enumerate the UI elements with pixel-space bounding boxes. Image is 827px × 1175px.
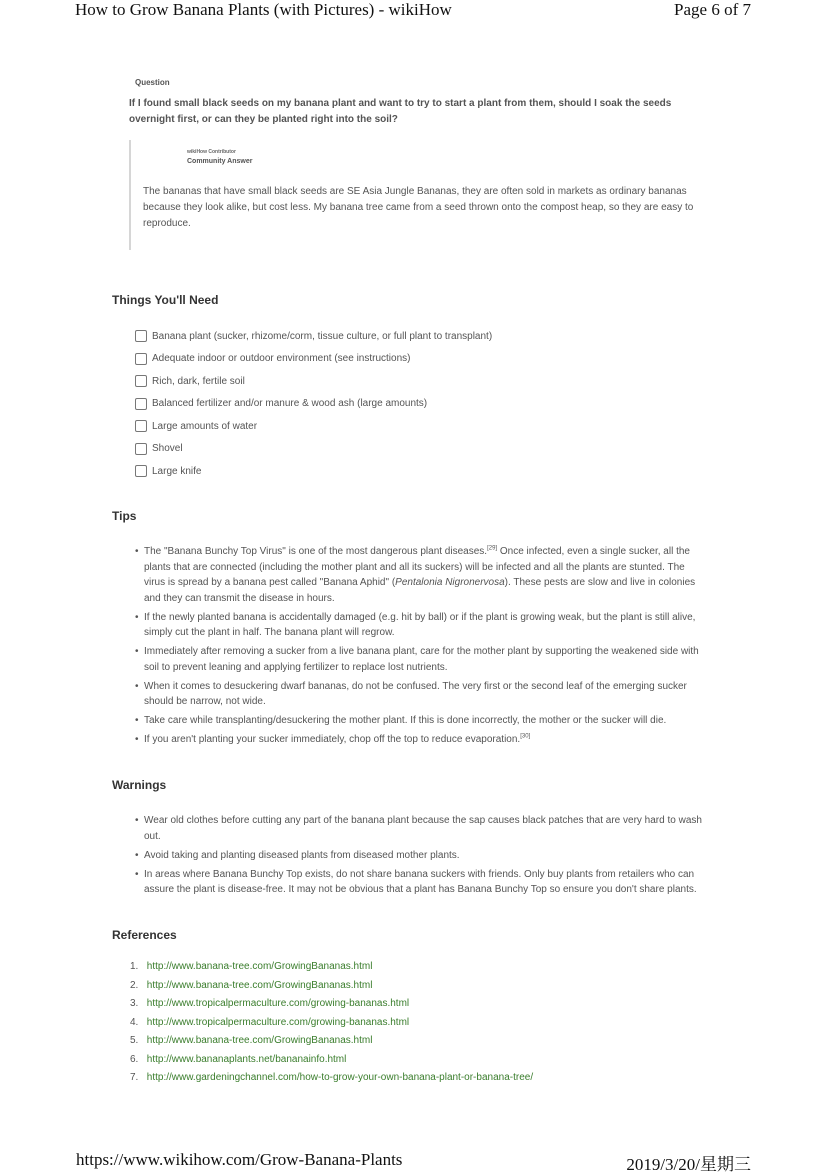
reference-number: 5.: [130, 1035, 139, 1046]
checklist-item-label: Large amounts of water: [152, 420, 258, 432]
checklist-item: [135, 460, 492, 483]
reference-item: [130, 997, 533, 1016]
bullet-icon: •: [135, 646, 139, 657]
answer-type-label: Community Answer: [187, 158, 253, 165]
references-heading: References: [112, 928, 177, 942]
reference-number: 6.: [130, 1053, 139, 1065]
answer-text: The bananas that have small black seeds are SE Asia Jungle Bananas, they are often sold in markets as ordinary bananas because they look alike, but cost less. My banana tree came from a seed thrown onto the compost heap, so they are easy to reproduce.: [143, 186, 694, 229]
reference-number: 4.: [130, 1016, 139, 1028]
references-list: [130, 960, 533, 1090]
reference-number: 3.: [130, 998, 139, 1009]
checkbox[interactable]: [135, 465, 147, 477]
checklist-item: [135, 370, 492, 393]
checklist-item-label: Rich, dark, fertile soil: [152, 375, 245, 387]
print-footer-url: https://www.wikihow.com/Grow-Banana-Plants: [76, 1150, 403, 1169]
checkbox[interactable]: [135, 330, 147, 342]
tip-item: [135, 713, 705, 729]
tip-item: [135, 544, 705, 606]
checkbox[interactable]: [135, 398, 147, 410]
community-answer: [129, 140, 701, 250]
warning-item: [135, 813, 705, 844]
things-needed-list: [135, 325, 492, 483]
citation-ref[interactable]: [30]: [520, 733, 531, 740]
tip-text: Immediately after removing a sucker from a live banana plant, care for the mother plant by supporting the weakened side with soil to prevent leaning and applying fertilizer to replace lost nutrients.: [144, 646, 699, 673]
checkbox[interactable]: [135, 443, 147, 455]
reference-link[interactable]: http://www.banana-tree.com/GrowingBananas.html: [146, 961, 373, 972]
warning-item: [135, 848, 705, 864]
reference-number: 2.: [130, 979, 139, 991]
things-needed-heading: Things You'll Need: [112, 293, 219, 307]
print-header-page: Page 6 of 7: [674, 0, 751, 19]
checklist-item-label: Shovel: [152, 443, 183, 455]
checkbox[interactable]: [135, 375, 147, 387]
reference-item: [130, 1016, 533, 1035]
tip-text-italic: Pentalonia Nigronervosa: [395, 577, 505, 588]
reference-number: 1.: [130, 961, 139, 972]
contributor-label: wikiHow Contributor: [187, 149, 236, 155]
reference-item: [130, 960, 533, 979]
question-text: If I found small black seeds on my banana plant and want to try to start a plant from them, should I soak the seeds overnight first, or can they be planted right into the soil?: [129, 98, 672, 125]
bullet-icon: •: [135, 680, 139, 692]
reference-item: [130, 1071, 533, 1090]
tip-item: [135, 610, 705, 641]
tip-text: ). These pests are slow and live in colonies and they can transmit the disease in hours.: [144, 577, 696, 604]
bullet-icon: •: [135, 715, 139, 726]
checklist-item: [135, 348, 492, 371]
tip-item: [135, 732, 705, 748]
tip-text: The "Banana Bunchy Top Virus" is one of the most dangerous plant diseases.: [144, 546, 488, 557]
checkbox[interactable]: [135, 420, 147, 432]
warning-text: Avoid taking and planting diseased plants from diseased mother plants.: [144, 849, 460, 861]
print-footer-date: 2019/3/20/星期三: [626, 1155, 751, 1174]
citation-ref[interactable]: [29]: [487, 545, 498, 552]
bullet-icon: •: [135, 546, 139, 557]
tip-item: [135, 644, 705, 675]
tips-list: [135, 544, 705, 751]
tip-item: [135, 679, 705, 710]
warnings-list: [135, 813, 705, 901]
tips-heading: Tips: [112, 509, 137, 523]
reference-link[interactable]: http://www.bananaplants.net/bananainfo.html: [146, 1053, 347, 1065]
reference-link[interactable]: http://www.banana-tree.com/GrowingBananas.html: [146, 979, 373, 991]
bullet-icon: •: [135, 734, 139, 745]
print-header-title: How to Grow Banana Plants (with Pictures) - wikiHow: [75, 0, 452, 19]
reference-link[interactable]: http://www.gardeningchannel.com/how-to-grow-your-own-banana-plant-or-banana-tree/: [146, 1072, 534, 1083]
checklist-item: [135, 325, 492, 348]
bullet-icon: •: [135, 611, 139, 623]
reference-number: 7.: [130, 1072, 139, 1083]
tip-text: If you aren't planting your sucker immediately, chop off the top to reduce evaporation.: [144, 734, 521, 745]
reference-link[interactable]: http://www.banana-tree.com/GrowingBananas.html: [146, 1035, 373, 1046]
tip-text: Take care while transplanting/desuckering the mother plant. If this is done incorrectly, the mother or the sucker will die.: [144, 715, 667, 726]
checkbox[interactable]: [135, 353, 147, 365]
checklist-item-label: Adequate indoor or outdoor environment (see instructions): [152, 353, 411, 365]
checklist-item-label: Banana plant (sucker, rhizome/corm, tissue culture, or full plant to transplant): [152, 330, 493, 342]
bullet-icon: •: [135, 849, 139, 861]
reference-item: [130, 979, 533, 998]
checklist-item: [135, 415, 492, 438]
warning-text: Wear old clothes before cutting any part of the banana plant because the sap causes black patches that are very hard to wash out.: [144, 815, 702, 842]
checklist-item-label: Large knife: [152, 465, 202, 477]
tip-text: If the newly planted banana is accidentally damaged (e.g. hit by ball) or if the plant is growing weak, but the plant is still alive, simply cut the plant in half. The banana plant will regrow.: [144, 611, 696, 638]
reference-link[interactable]: http://www.tropicalpermaculture.com/growing-bananas.html: [146, 998, 410, 1009]
question-label: Question: [135, 78, 170, 87]
tip-text: When it comes to desuckering dwarf bananas, do not be confused. The very first or the second leaf of the emerging sucker should be narrow, not wide.: [144, 680, 687, 707]
reference-item: [130, 1053, 533, 1072]
bullet-icon: •: [135, 868, 139, 880]
checklist-item: [135, 438, 492, 461]
tip-text: Once infected, even a single sucker, all the plants that are connected (including the mother plant and all its suckers) will be infected and all the plants are stunted. The virus is spread by a banana pest called "Banana Aphid" (: [144, 546, 690, 588]
reference-link[interactable]: http://www.tropicalpermaculture.com/growing-bananas.html: [146, 1016, 410, 1028]
warnings-heading: Warnings: [112, 778, 167, 792]
checklist-item: [135, 393, 492, 416]
bullet-icon: •: [135, 815, 139, 826]
warning-text: In areas where Banana Bunchy Top exists, do not share banana suckers with friends. Only buy plants from retailers who can assure the plant is disease-free. It may not be obvious that a plant has Banana Bunchy Top so ensure you don't share plants.: [144, 868, 697, 895]
reference-item: [130, 1034, 533, 1053]
warning-item: [135, 867, 705, 898]
checklist-item-label: Balanced fertilizer and/or manure & wood ash (large amounts): [152, 398, 428, 410]
